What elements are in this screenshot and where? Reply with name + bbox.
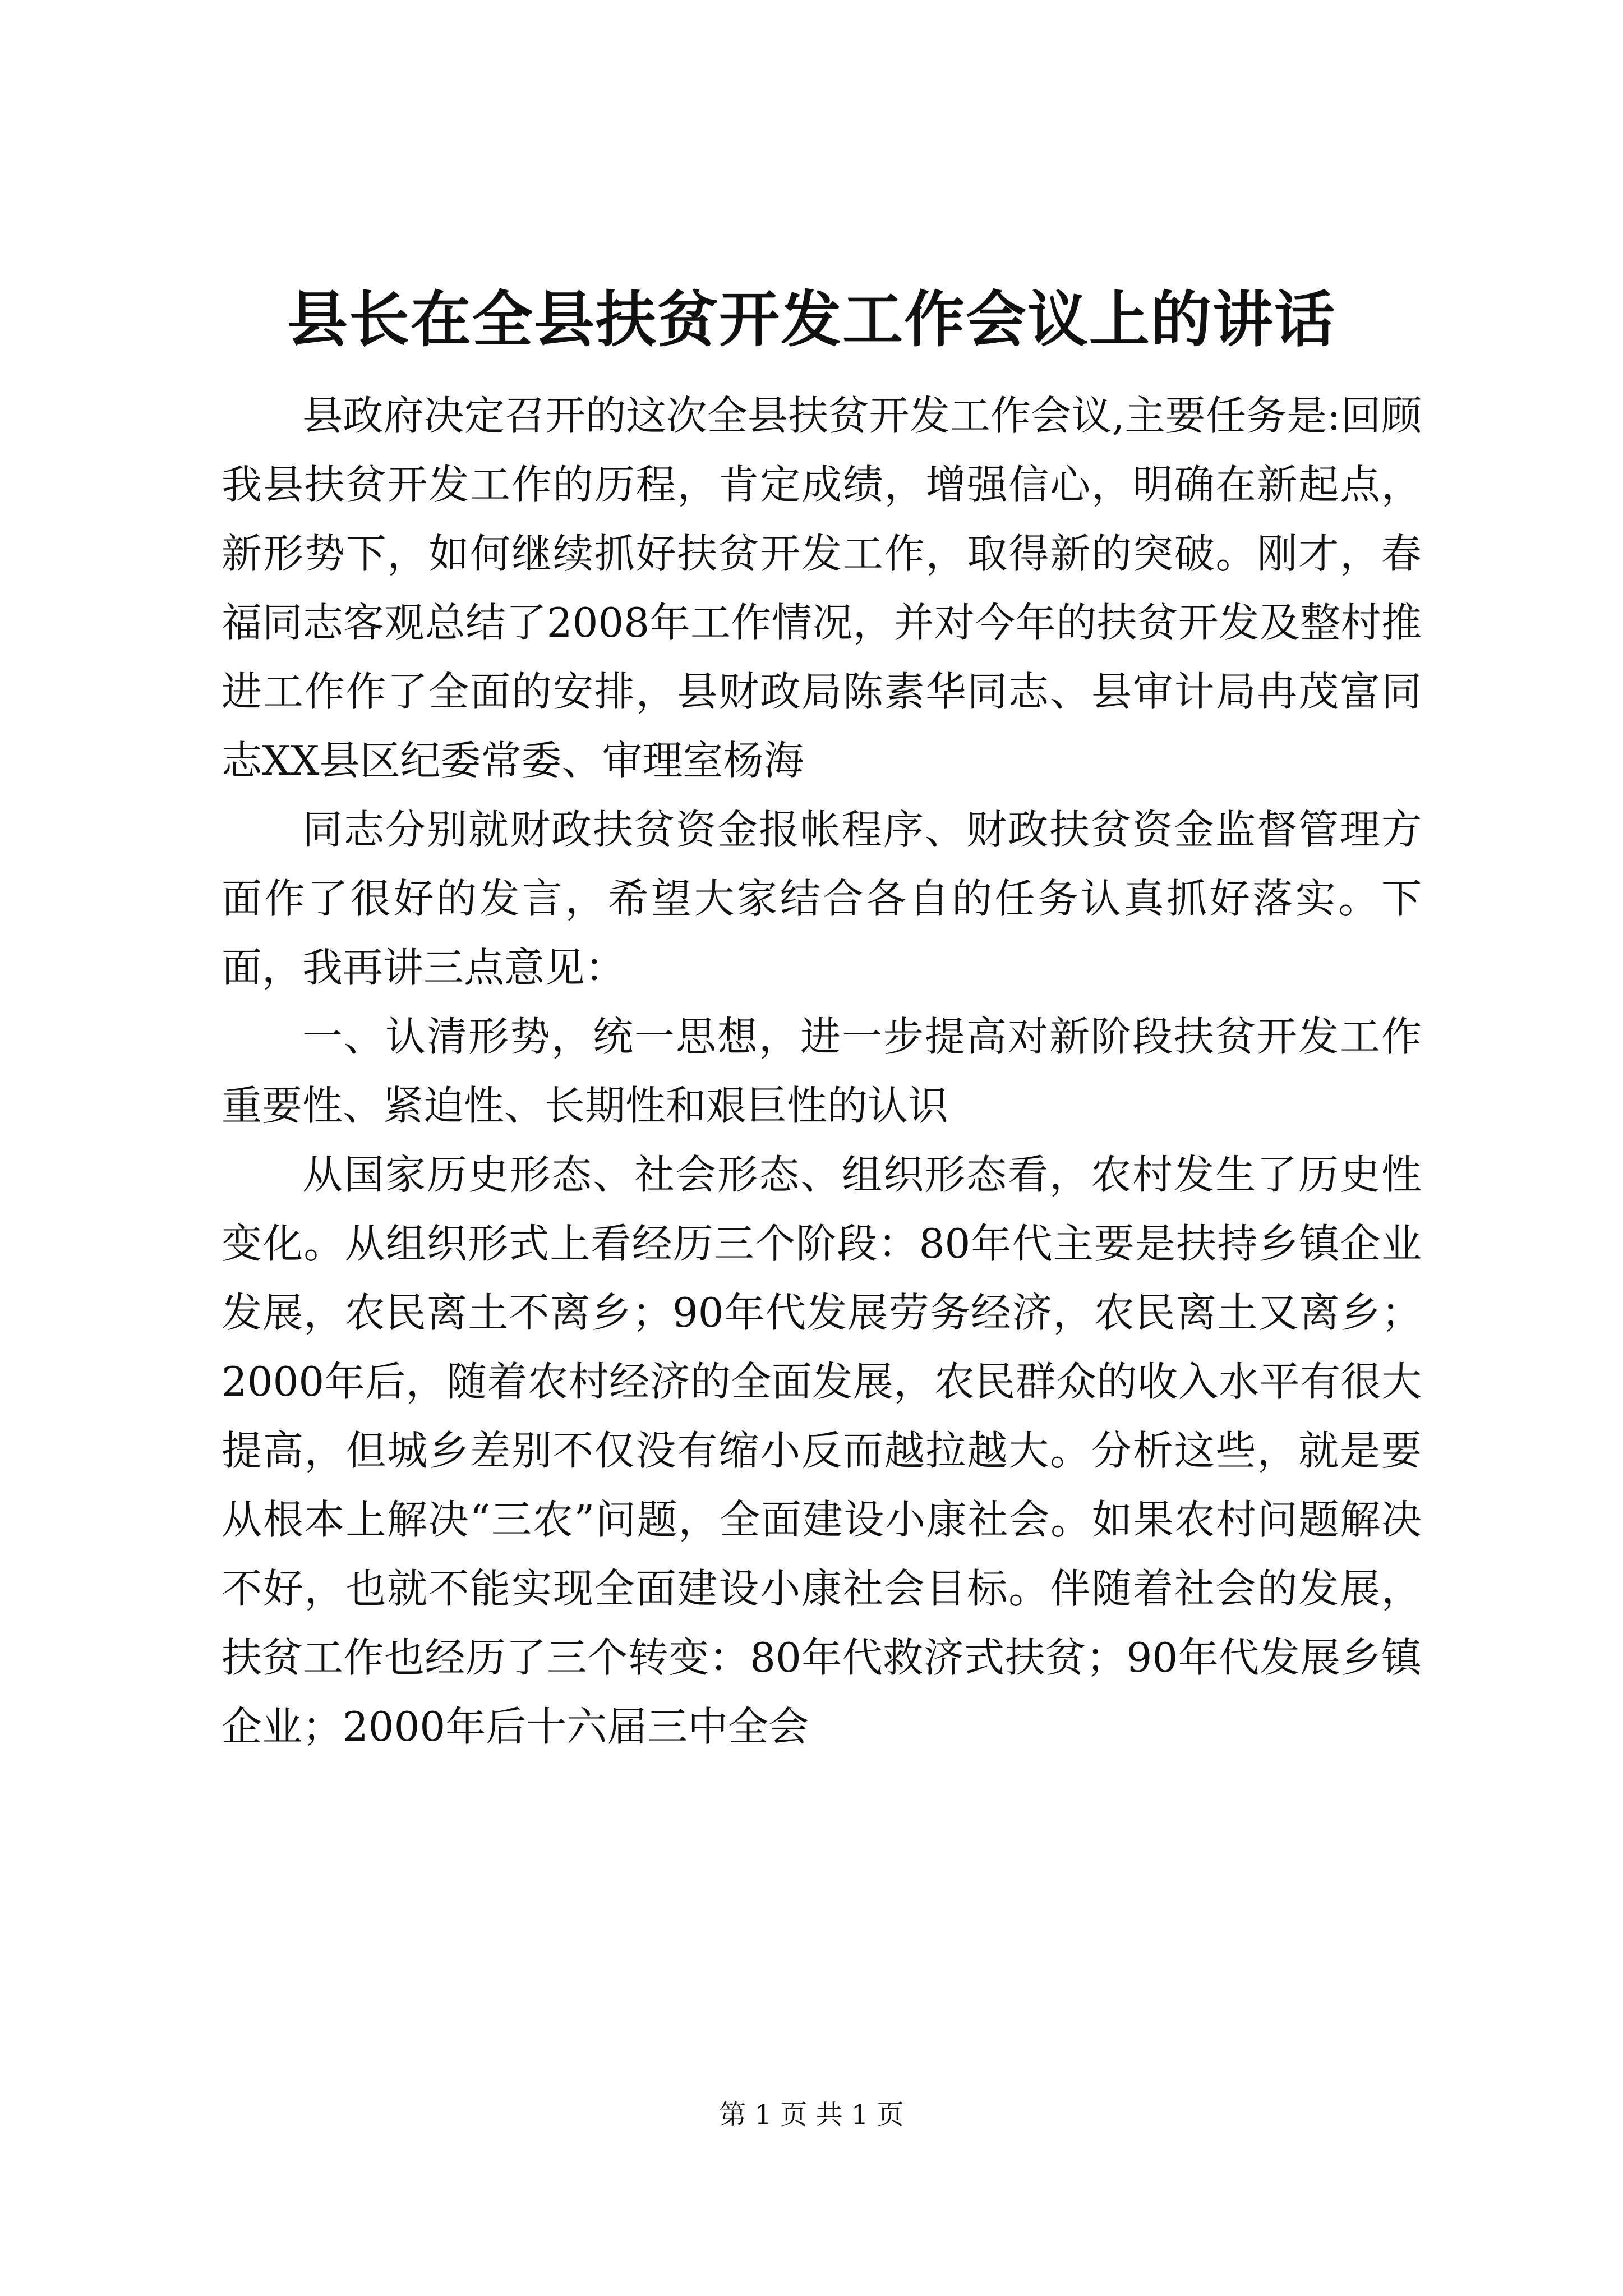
document-body: [222, 381, 1422, 1761]
paragraph: 从国家历史形态、社会形态、组织形态看，农村发生了历史性变化。从组织形式上看经历三个阶段：80年代主要是扶持乡镇企业发展，农民离土不离乡；90年代发展劳务经济，农民离土又离乡；2000年后，随着农村经济的全面发展，农民群众的收入水平有很大提高，但城乡差别不仅没有缩小反而越拉越大。分析这些，就是要从根本上解决“三农”问题，全面建设小康社会。如果农村问题解决不好，也就不能实现全面建设小康社会目标。伴随着社会的发展，扶贫工作也经历了三个转变：80年代救济式扶贫；90年代发展乡镇企业；2000年后十六届三中全会: [222, 1151, 1422, 1750]
paragraph: 同志分别就财政扶贫资金报帐程序、财政扶贫资金监督管理方面作了很好的发言，希望大家结合各自的任务认真抓好落实。下面，我再讲三点意见：: [222, 806, 1422, 991]
document-title: 县长在全县扶贫开发工作会议上的讲话: [287, 284, 1336, 355]
paragraph: 县政府决定召开的这次全县扶贫开发工作会议,主要任务是:回顾我县扶贫开发工作的历程，肯定成绩，增强信心，明确在新起点，新形势下，如何继续抓好扶贫开发工作，取得新的突破。刚才，春福同志客观总结了2008年工作情况，并对今年的扶贫开发及整村推进工作作了全面的安排，县财政局陈素华同志、县审计局冉茂富同志XX县区纪委常委、审理室杨海: [222, 392, 1422, 784]
paragraph: 一、认清形势，统一思想，进一步提高对新阶段扶贫开发工作重要性、紧迫性、长期性和艰巨性的认识: [222, 1013, 1422, 1129]
page-footer: 第 1 页 共 1 页: [719, 2099, 904, 2131]
